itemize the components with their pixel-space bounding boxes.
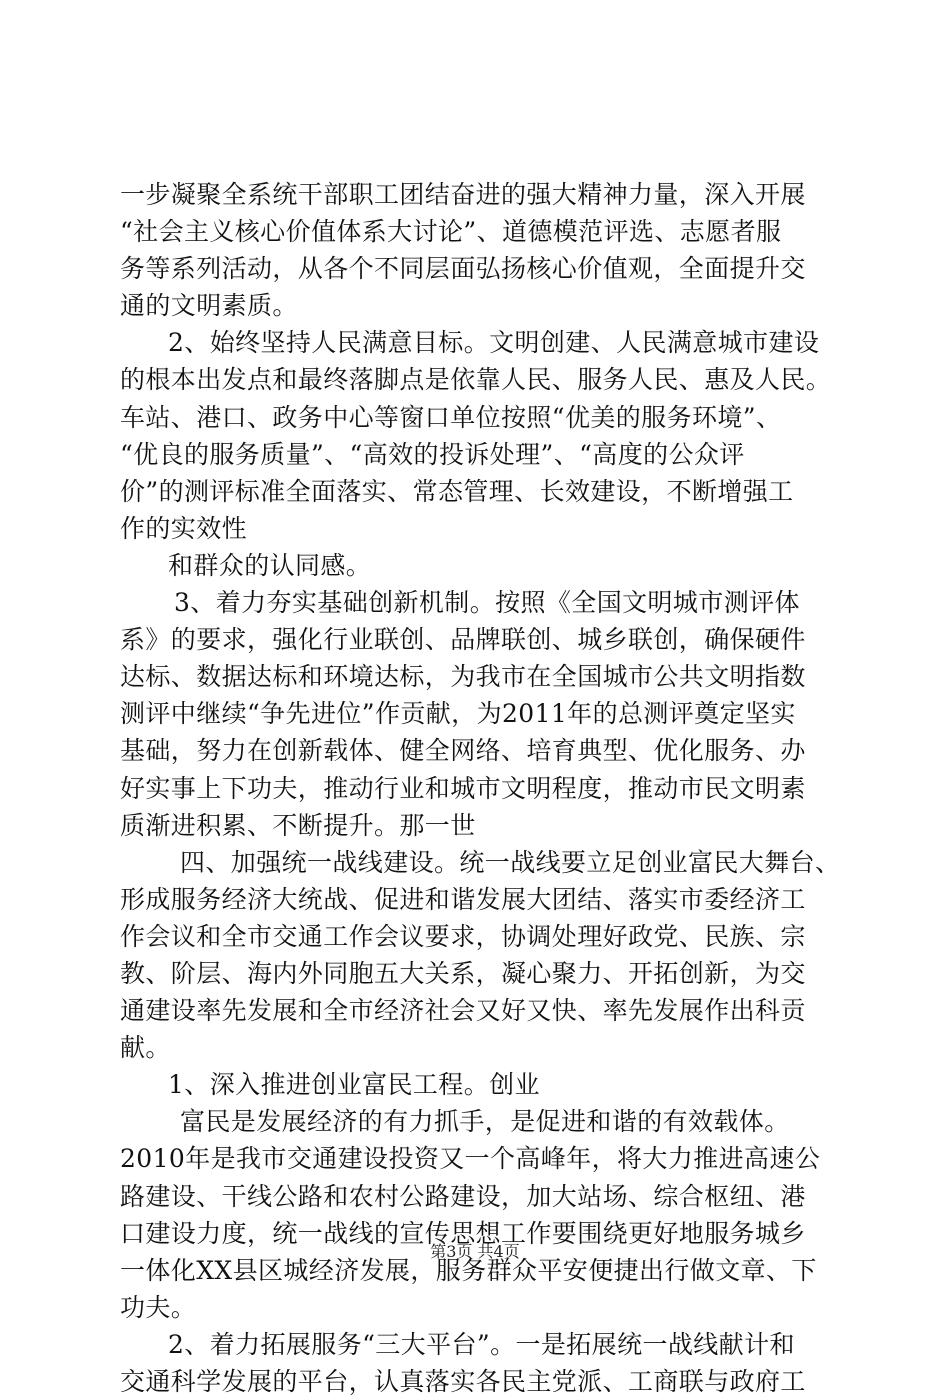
text-line: 交通科学发展的平台，认真落实各民主党派、工商联与政府工 [120, 1367, 806, 1396]
text-line: 口建设力度，统一战线的宣传思想工作要围绕更好地服务城乡 [120, 1218, 806, 1248]
text-line: 1、深入推进创业富民工程。创业 [168, 1070, 540, 1100]
text-line: 路建设、干线公路和农村公路建设，加大站场、综合枢纽、港 [120, 1181, 806, 1211]
text-line: “优良的服务质量”、“高效的投诉处理”、“高度的公众评 [120, 439, 745, 469]
text-line: 功夫。 [120, 1292, 197, 1322]
text-line: 车站、港口、政务中心等窗口单位按照“优美的服务环境”、 [120, 402, 782, 432]
text-line: 献。 [120, 1033, 171, 1063]
page-number-label: 第3页 共4页 [430, 1242, 520, 1261]
text-line: 达标、数据达标和环境达标，为我市在全国城市公共文明指数 [120, 662, 806, 692]
text-line: 价”的测评标准全面落实、常态管理、长效建设，不断增强工 [120, 476, 794, 506]
text-line: 2010年是我市交通建设投资又一个高峰年，将大力推进高速公 [120, 1144, 821, 1174]
text-line: 3、着力夯实基础创新机制。按照《全国文明城市测评体 [174, 588, 800, 618]
text-line: 系》的要求，强化行业联创、品牌联创、城乡联创，确保硬件 [120, 625, 806, 655]
text-line: 好实事上下功夫，推动行业和城市文明程度，推动市民文明素 [120, 773, 806, 803]
text-line: 质渐进积累、不断提升。那一世 [120, 810, 476, 840]
text-line: 务等系列活动，从各个不同层面弘扬核心价值观，全面提升交 [120, 254, 806, 284]
text-line: 一步凝聚全系统干部职工团结奋进的强大精神力量，深入开展 [120, 180, 806, 209]
text-line: 通的文明素质。 [120, 291, 298, 321]
text-line: 2、始终坚持人民满意目标。文明创建、人民满意城市建设 [168, 328, 820, 358]
text-line: 作会议和全市交通工作会议要求，协调处理好政党、民族、宗 [120, 921, 806, 951]
text-line: 四、加强统一战线建设。统一战线要立足创业富民大舞台、 [180, 847, 841, 877]
text-line: 和群众的认同感。 [168, 550, 372, 580]
text-line: 教、阶层、海内外同胞五大关系，凝心聚力、开拓创新，为交 [120, 958, 806, 988]
text-line: 作的实效性 [120, 513, 248, 543]
text-line: 基础，努力在创新载体、健全网络、培育典型、优化服务、办 [120, 736, 806, 766]
text-line: 2、着力拓展服务“三大平台”。一是拓展统一战线献计和 [168, 1329, 795, 1359]
text-line: 一体化XX县区城经济发展，服务群众平安便捷出行做文章、下 [120, 1255, 817, 1285]
page-footer [0, 1242, 950, 1262]
document-body [120, 176, 840, 1400]
text-line: 通建设率先发展和全市经济社会又好又快、率先发展作出科贡 [120, 996, 806, 1026]
text-line: 富民是发展经济的有力抓手，是促进和谐的有效载体。 [180, 1107, 790, 1137]
text-line: “社会主义核心价值体系大讨论”、道德模范评选、志愿者服 [120, 217, 782, 247]
text-line: 的根本出发点和最终落脚点是依靠人民、服务人民、惠及人民。 [120, 365, 832, 395]
text-line: 形成服务经济大统战、促进和谐发展大团结、落实市委经济工 [120, 884, 806, 914]
text-line: 测评中继续“争先进位”作贡献，为2011年的总测评奠定坚实 [120, 699, 796, 729]
